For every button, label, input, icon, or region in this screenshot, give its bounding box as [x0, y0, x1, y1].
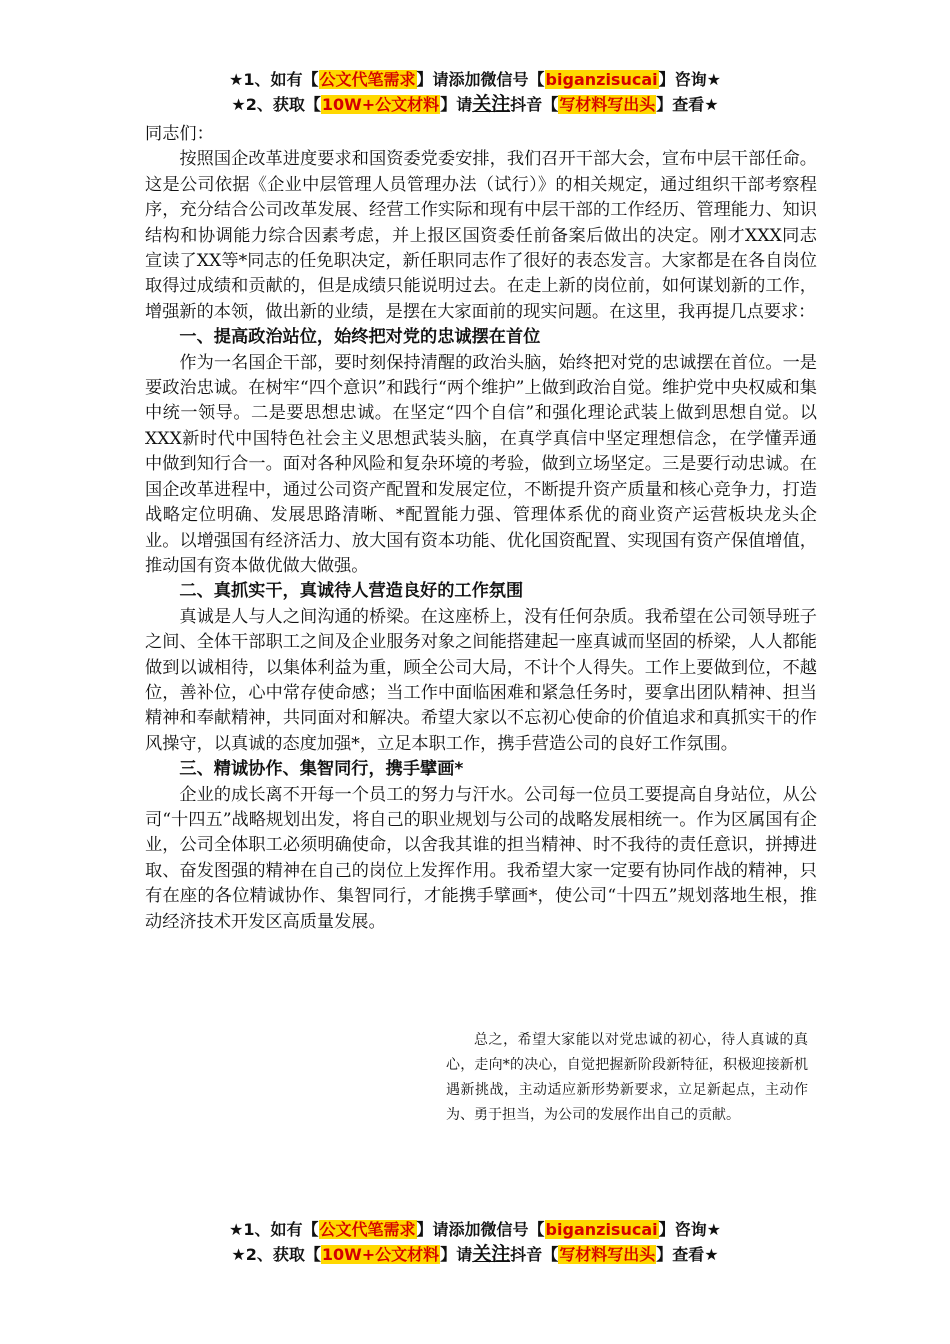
banner-highlight-materials: 10W+公文材料: [321, 95, 440, 114]
banner-highlight-wechat: biganzisucai: [545, 70, 658, 89]
greeting: 同志们：: [145, 124, 214, 144]
section-heading-1: 一、提高政治站位，始终把对党的忠诚摆在首位: [179, 327, 541, 348]
section-paragraph-2: 真诚是人与人之间沟通的桥梁。在这座桥上，没有任何杂质。我希望在公司领导班子之间、全体干部职工之间及企业服务对象之间能搭建起一座真诚而坚固的桥梁，人人都能做到以诚相待，以集体利益为重，顾全公司大局，不计个人得失。工作上要做到位，不越位，善补位，心中常存使命感；当工作中面临困难和紧急任务时，要拿出团队精神、担当精神和奉献精神，共同面对和解决。希望大家以不忘初心使命的价值追求和真抓实干的作风操守，以真诚的态度加强*，立足本职工作，携手营造公司的良好工作氛围。: [145, 606, 817, 754]
footer-line-2: ★2、获取【10W+公文材料】请关注抖音【写材料写出头】查看★: [231, 1243, 719, 1265]
banner-line-1: ★1、如有【公文代笔需求】请添加微信号【biganzisucai】咨询★: [229, 70, 721, 89]
banner-highlight-douyin: 写材料写出头: [559, 95, 656, 114]
intro-paragraph: 按照国企改革进度要求和国资委党委安排，我们召开干部大会，宣布中层干部任命。这是公司依据《企业中层管理人员管理办法（试行）》的相关规定，通过组织干部考察程序，充分结合公司改革发展、经营工作实际和现有中层干部的工作经历、管理能力、知识结构和协调能力综合因素考虑，并上报区国资委任前备案后做出的决定。刚才XXX同志宣读了XX等*同志的任免职决定，新任职同志作了很好的表态发言。大家都是在各自岗位取得过成绩和贡献的，但是成绩只能说明过去。在走上新的岗位前，如何谋划新的工作，增强新的本领，做出新的业绩，是摆在大家面前的现实问题。在这里，我再提几点要求：: [145, 149, 817, 322]
section-paragraph-1: 作为一名国企干部，要时刻保持清醒的政治头脑，始终把对党的忠诚摆在首位。一是要政治忠诚。在树牢“四个意识”和践行“两个维护”上做到政治自觉。维护党中央权威和集中统一领导。二是要思想忠诚。在坚定“四个自信”和强化理论武装上做到思想自觉。以XXX新时代中国特色社会主义思想武装头脑，在真学真信中坚定理想信念，在学懂弄通中做到知行合一。面对各种风险和复杂环境的考验，做到立场坚定。三是要行动忠诚。在国企改革进程中，通过公司资产配置和发展定位，不断提升资产质量和核心竞争力，打造战略定位明确、发展思路清晰、*配置能力强、管理体系优的商业资产运营板块龙头企业。以增强国有经济活力、放大国有资本功能、优化国资配置、实现国有资产保值增值，推动国有资本做优做大做强。: [145, 352, 817, 576]
footer-line-1: ★1、如有【公文代笔需求】请添加微信号【biganzisucai】咨询★: [229, 1220, 721, 1239]
footer-banner: [0, 1218, 950, 1266]
closing-paragraph-box: [446, 1028, 808, 1128]
section-heading-3: 三、精诚协作、集智同行，携手擘画*: [179, 759, 464, 780]
closing-paragraph: 总之，希望大家能以对党忠诚的初心，待人真诚的真心，走向*的决心，自觉把握新阶段新特征，积极迎接新机遇新挑战，主动适应新形势新要求，立足新起点，主动作为、勇于担当，为公司的发展作出自己的贡献。: [446, 1032, 808, 1123]
header-banner: [0, 68, 950, 116]
section-paragraph-3: 企业的成长离不开每一个员工的努力与汗水。公司每一位员工要提高自身站位，从公司“十四五”战略规划出发，将自己的职业规划与公司的战略发展相统一。作为区属国有企业，公司全体职工必须明确使命，以舍我其谁的担当精神、时不我待的责任意识，拼搏进取、奋发图强的精神在自己的岗位上发挥作用。我希望大家一定要有协同作战的精神，只有在座的各位精诚协作、集智同行，才能携手擘画*，使公司“十四五”规划落地生根，推动经济技术开发区高质量发展。: [145, 784, 817, 932]
document-body: [145, 122, 817, 935]
section-heading-2: 二、真抓实干，真诚待人营造良好的工作氛围: [179, 581, 524, 602]
banner-line-2: ★2、获取【10W+公文材料】请关注抖音【写材料写出头】查看★: [231, 93, 719, 115]
banner-highlight-service: 公文代笔需求: [319, 70, 416, 89]
